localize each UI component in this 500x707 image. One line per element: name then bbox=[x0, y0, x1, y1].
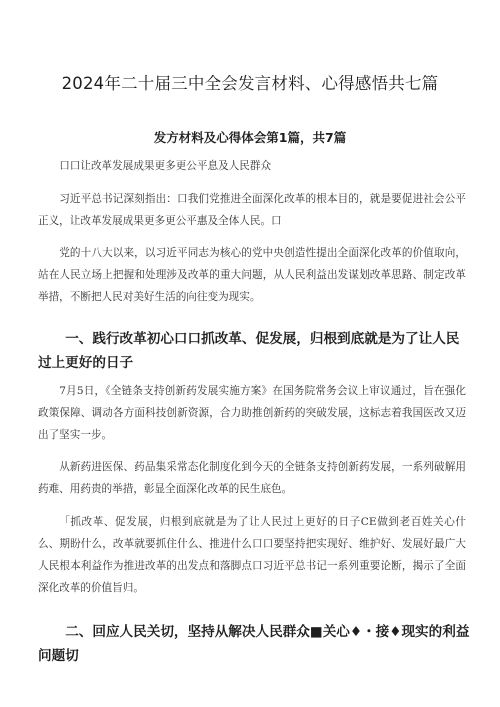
paragraph-quote: 习近平总书记深刻指出：口我们党推进全面深化改革的根本目的，就是要促进社会公平正义，让改革发展成果更多更公平惠及全体人民。口 bbox=[38, 193, 466, 227]
paragraph-measures: 从新药进医保、药品集采常态化制度化到今天的全链条支持创新药发展，一系列破解用药难、用药贵的举措，彰显全面深化改革的民生底色。 bbox=[38, 461, 466, 495]
section-heading-1: 一、践行改革初心口口抓改革、促发展，归根到底就是为了让人民过上更好的日子 bbox=[38, 331, 460, 371]
paragraph-intro-heading: 口口让改革发展成果更多更公平息及人民群众 bbox=[59, 160, 272, 172]
document-title: 2024年二十届三中全会发言材料、心得感悟共七篇 bbox=[61, 74, 439, 93]
paragraph-news: 7月5日，《全链条支持创新药发展实施方案》在国务院常务会议上审议通过，旨在强化政策保障、调动各方面科技创新资源，合力助推创新药的突破发展，这标志着我国医改又迈出了坚实一步。 bbox=[38, 385, 466, 441]
paragraph-analysis: 「抓改革、促发展，归根到底就是为了让人民过上更好的日子CE做到老百姓关心什么、期盼什么，改革就要抓住什么、推进什么口口要坚持把实现好、维护好、发展好最广大人民根本利益作为推进改革的出发点和落脚点口习近平总书记一系列重要论断，揭示了全面深化改革的价值旨归。 bbox=[38, 516, 466, 594]
section-subtitle: 发方材料及心得体会第1篇，共7篇 bbox=[153, 130, 347, 145]
paragraph-background: 党的十八大以来，以习近平同志为核心的党中央创造性提出全面深化改革的价值取向，站在人民立场上把握和处理涉及改革的重大问题，从人民利益出发谋划改革思路、制定改革举措，不断把人民对美好生活的向往变为现实。 bbox=[38, 247, 466, 303]
section-heading-2: 二、回应人民关切，坚持从解决人民群众■关心♦・接♦现实的利益问题切 bbox=[38, 624, 470, 664]
